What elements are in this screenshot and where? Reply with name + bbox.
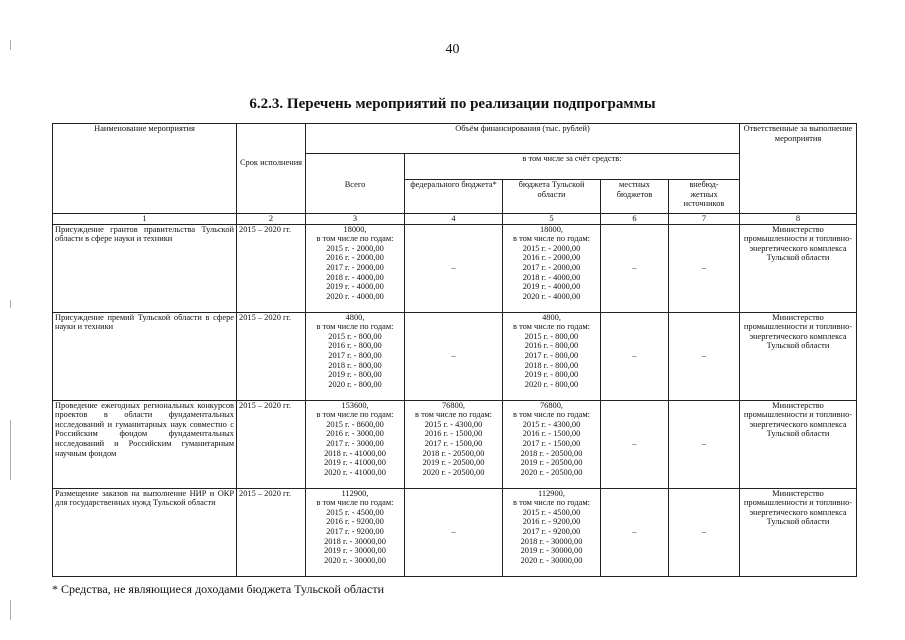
table-row: [53, 488, 857, 576]
funding-line: 2019 г. - 41000,00: [324, 458, 386, 468]
measure-term: 2015 – 2020 гг.: [237, 224, 306, 312]
funding-line: в том числе по годам:: [316, 498, 394, 508]
page-number: 40: [445, 42, 460, 57]
funding-line: 2018 г. - 4000,00: [326, 272, 384, 282]
funding-line: 76800,: [441, 400, 466, 410]
measure-name: Присуждение грантов правительства Тульской области в сфере науки и техники: [53, 224, 237, 312]
funding-line: 2017 г. - 1500,00: [424, 438, 483, 448]
funding-line: 2020 г. - 20500,00: [520, 467, 583, 477]
header-total: Всего: [306, 154, 405, 214]
scan-margin-mark: [10, 420, 11, 480]
header-local: местных бюджетов: [601, 180, 669, 214]
funding-line: 2020 г. - 4000,00: [326, 291, 384, 301]
funding-line: 2016 г. - 800,00: [328, 341, 382, 351]
table-body: [53, 224, 857, 576]
column-number: 1: [53, 214, 237, 225]
funding-line: 2020 г. - 30000,00: [520, 555, 583, 565]
funding-line: в том числе по годам:: [513, 498, 590, 508]
funding-line: в том числе по годам:: [513, 234, 590, 244]
column-number: 4: [405, 214, 503, 225]
funding-line: 2016 г. - 2000,00: [522, 253, 581, 263]
funding-line: в том числе по годам:: [513, 322, 590, 332]
funding-line: 2017 г. - 800,00: [328, 350, 382, 360]
funding-line: 2019 г. - 4000,00: [326, 282, 384, 292]
funding-line: 2020 г. - 800,00: [524, 379, 579, 389]
funding-line: 4800,: [345, 312, 365, 322]
responsible-body: Министерство промышленности и топливно-энергетического комплекса Тульской области: [740, 488, 857, 576]
funding-federal: –: [405, 224, 503, 312]
funding-line: 18000,: [539, 224, 564, 234]
funding-line: 2019 г. - 800,00: [524, 370, 579, 380]
column-number: 3: [306, 214, 405, 225]
measures-table: [52, 123, 857, 577]
funding-line: в том числе по годам:: [415, 410, 492, 420]
funding-line: 76800,: [539, 400, 564, 410]
funding-line: 2018 г. - 800,00: [328, 360, 382, 370]
funding-line: 4800,: [542, 312, 561, 322]
responsible-body: Министерство промышленности и топливно-энергетического комплекса Тульской области: [740, 400, 857, 488]
funding-local: –: [601, 400, 669, 488]
funding-line: 2019 г. - 4000,00: [522, 282, 581, 292]
funding-federal: [405, 400, 503, 488]
funding-line: 2016 г. - 800,00: [524, 341, 579, 351]
header-federal: федерального бюджета*: [405, 180, 503, 214]
scan-margin-mark: [10, 300, 11, 308]
measure-term: 2015 – 2020 гг.: [237, 400, 306, 488]
funding-regional: [503, 312, 601, 400]
responsible-body: Министерство промышленности и топливно-энергетического комплекса Тульской области: [740, 312, 857, 400]
column-number: 5: [503, 214, 601, 225]
table-row: [53, 312, 857, 400]
funding-line: 2019 г. - 20500,00: [422, 458, 485, 468]
funding-line: 2018 г. - 30000,00: [324, 536, 386, 546]
column-number: 6: [601, 214, 669, 225]
header-offbudget-line: внебюд-: [689, 180, 719, 189]
funding-line: 2015 г. - 4300,00: [522, 419, 581, 429]
column-number: 2: [237, 214, 306, 225]
funding-line: в том числе по годам:: [316, 234, 394, 244]
header-offbudget-line: жетных: [690, 189, 718, 199]
measure-name: Проведение ежегодных региональных конкурсов проектов в области фундаментальных исследований и гуманитарных наук совместно с Российским фондом фундаментальных исследований и Российским гуманитарным научным фондом: [53, 400, 237, 488]
measure-term: 2015 – 2020 гг.: [237, 488, 306, 576]
funding-line: 2019 г. - 30000,00: [324, 546, 386, 556]
funding-total: [306, 400, 405, 488]
funding-line: 2018 г. - 4000,00: [522, 272, 581, 282]
funding-total: [306, 312, 405, 400]
funding-federal: –: [405, 488, 503, 576]
header-term: Срок исполнения: [237, 124, 306, 214]
measure-name: Размещение заказов на выполнение НИР и ОКР для государственных нужд Тульской области: [53, 488, 237, 576]
scan-margin-mark: [10, 600, 11, 620]
funding-line: 2015 г. - 4300,00: [424, 419, 483, 429]
funding-line: 2019 г. - 30000,00: [520, 546, 583, 556]
funding-local: –: [601, 312, 669, 400]
funding-local: –: [601, 224, 669, 312]
funding-line: 2018 г. - 41000,00: [324, 448, 386, 458]
funding-line: 2017 г. - 2000,00: [522, 262, 581, 272]
funding-line: 2015 г. - 2000,00: [326, 243, 384, 253]
funding-line: 2016 г. - 1500,00: [424, 429, 483, 439]
funding-line: 2017 г. - 1500,00: [522, 438, 581, 448]
funding-line: 2015 г. - 800,00: [328, 331, 382, 341]
column-number: 8: [740, 214, 857, 225]
funding-line: 112900,: [341, 488, 369, 498]
funding-line: 2018 г. - 20500,00: [520, 448, 583, 458]
funding-line: 2018 г. - 30000,00: [520, 536, 583, 546]
column-numbers-row: [53, 214, 857, 225]
column-number: 7: [669, 214, 740, 225]
funding-line: 18000,: [343, 224, 367, 234]
footnote: * Средства, не являющиеся доходами бюджета Тульской области: [52, 582, 385, 596]
header-regional: бюджета Тульской области: [503, 180, 601, 214]
funding-line: 2016 г. - 9200,00: [522, 517, 581, 527]
funding-regional: [503, 224, 601, 312]
funding-local: –: [601, 488, 669, 576]
funding-total: [306, 224, 405, 312]
funding-line: 2019 г. - 20500,00: [520, 458, 583, 468]
page-title: 6.2.3. Перечень мероприятий по реализации подпрограммы: [249, 96, 656, 112]
funding-line: 2017 г. - 2000,00: [326, 262, 384, 272]
funding-line: 2018 г. - 20500,00: [422, 448, 485, 458]
header-responsible: Ответственные за выполнение мероприятия: [740, 124, 857, 214]
funding-line: 2015 г. - 4500,00: [522, 507, 581, 517]
header-including: в том числе за счёт средств:: [405, 154, 740, 180]
funding-line: 2015 г. - 4500,00: [326, 507, 384, 517]
funding-federal: –: [405, 312, 503, 400]
funding-total: [306, 488, 405, 576]
funding-line: 2016 г. - 1500,00: [522, 429, 581, 439]
funding-line: 2020 г. - 20500,00: [422, 467, 485, 477]
funding-offbudget: –: [669, 400, 740, 488]
funding-line: 2020 г. - 30000,00: [324, 555, 386, 565]
funding-line: в том числе по годам:: [316, 322, 394, 332]
funding-line: 2020 г. - 4000,00: [522, 291, 581, 301]
funding-line: 2016 г. - 9200,00: [326, 517, 384, 527]
funding-offbudget: –: [669, 488, 740, 576]
funding-line: 2015 г. - 800,00: [524, 331, 579, 341]
funding-line: 2016 г. - 2000,00: [326, 253, 384, 263]
header-name: Наименование мероприятия: [53, 124, 237, 214]
funding-line: 112900,: [538, 488, 565, 498]
funding-offbudget: –: [669, 224, 740, 312]
funding-line: 2017 г. - 9200,00: [326, 526, 384, 536]
table-row: [53, 400, 857, 488]
measure-name: Присуждение премий Тульской области в сфере науки и техники: [53, 312, 237, 400]
funding-line: 2015 г. - 2000,00: [522, 243, 581, 253]
funding-regional: [503, 400, 601, 488]
measure-term: 2015 – 2020 гг.: [237, 312, 306, 400]
funding-line: 2018 г. - 800,00: [524, 360, 579, 370]
funding-line: 2020 г. - 800,00: [328, 379, 382, 389]
funding-line: 153600,: [341, 400, 369, 410]
responsible-body: Министерство промышленности и топливно-энергетического комплекса Тульской области: [740, 224, 857, 312]
funding-line: 2017 г. - 3000,00: [326, 438, 384, 448]
funding-line: 2019 г. - 800,00: [328, 370, 382, 380]
funding-line: 2017 г. - 9200,00: [522, 526, 581, 536]
funding-line: 2020 г. - 41000,00: [324, 467, 386, 477]
table-row: [53, 224, 857, 312]
funding-line: 2017 г. - 800,00: [524, 350, 579, 360]
funding-regional: [503, 488, 601, 576]
funding-line: в том числе по годам:: [513, 410, 590, 420]
funding-offbudget: –: [669, 312, 740, 400]
header-offbudget-line: источников: [683, 199, 725, 209]
funding-line: 2016 г. - 3000,00: [326, 429, 384, 439]
header-offbudget: [669, 180, 740, 214]
funding-line: 2015 г. - 8600,00: [326, 419, 384, 429]
header-funding: Объём финансирования (тыс. рублей): [306, 124, 740, 154]
funding-line: в том числе по годам:: [316, 410, 394, 420]
